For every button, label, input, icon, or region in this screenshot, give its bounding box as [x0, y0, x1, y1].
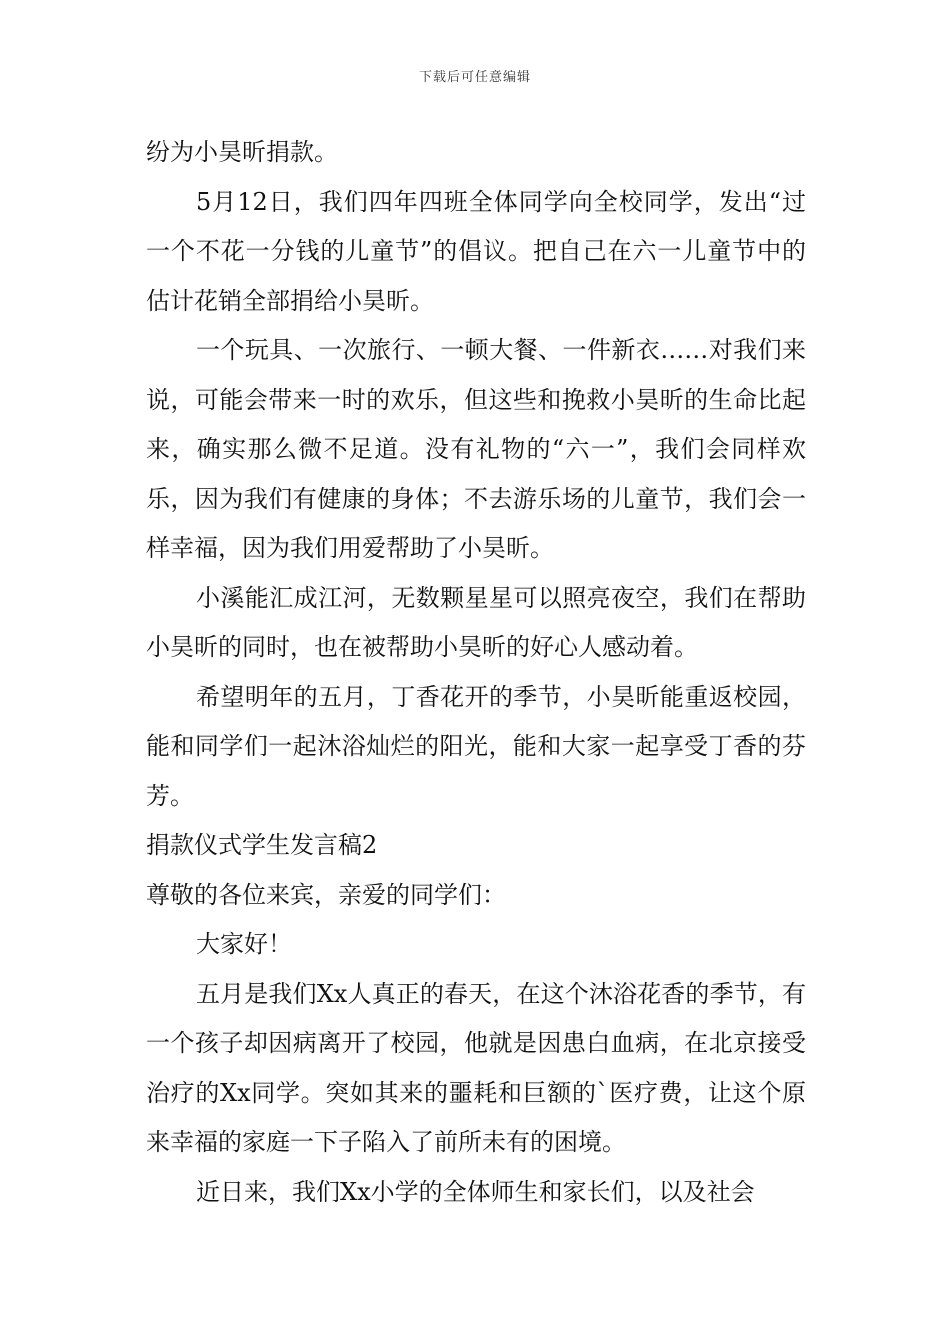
paragraph: 希望明年的五月，丁香花开的季节，小昊昕能重返校园，能和同学们一起沐浴灿烂的阳光，能和大家一起享受丁香的芬芳。 [146, 682, 806, 810]
paragraph: 五月是我们Xx人真正的春天，在这个沐浴花香的季节，有一个孩子却因病离开了校园，他就是因患白血病，在北京接受治疗的Xx同学。突如其来的噩耗和巨额的`医疗费，让这个原来幸福的家庭一下子陷入了前所未有的困境。 [146, 979, 806, 1156]
document-body [146, 128, 806, 1217]
paragraph: 近日来，我们Xx小学的全体师生和家长们，以及社会 [196, 1177, 755, 1206]
greeting: 大家好！ [196, 930, 292, 958]
paragraph: 纷为小昊昕捐款。 [146, 138, 338, 166]
salutation: 尊敬的各位来宾，亲爱的同学们： [146, 880, 506, 909]
section-title: 捐款仪式学生发言稿2 [146, 831, 378, 859]
paragraph: 小溪能汇成江河，无数颗星星可以照亮夜空，我们在帮助小昊昕的同时，也在被帮助小昊昕的好心人感动着。 [146, 583, 806, 661]
paragraph: 一个玩具、一次旅行、一顿大餐、一件新衣……对我们来说，可能会带来一时的欢乐，但这些和挽救小昊昕的生命比起来，确实那么微不足道。没有礼物的“六一”，我们会同样欢乐，因为我们有健康的身体；不去游乐场的儿童节，我们会一样幸福，因为我们用爱帮助了小昊昕。 [146, 336, 806, 562]
paragraph: 5月12日，我们四年四班全体同学向全校同学，发出“过一个不花一分钱的儿童节”的倡议。把自己在六一儿童节中的估计花销全部捐给小昊昕。 [146, 187, 806, 315]
header-note: 下载后可任意编辑 [418, 70, 531, 85]
